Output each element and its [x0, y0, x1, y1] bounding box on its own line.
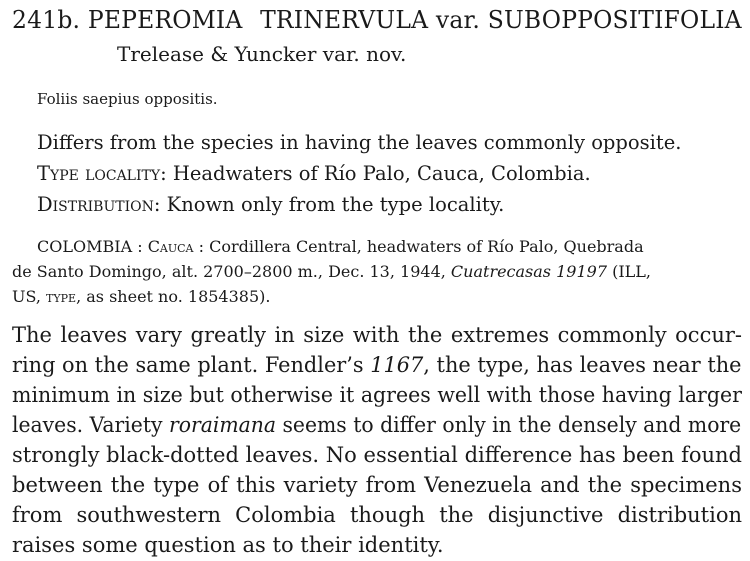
distribution — [37, 193, 504, 216]
discussion-line-3: minimum in size but otherwise it agrees well with those having larger — [12, 383, 742, 407]
taxon-heading — [12, 6, 742, 34]
discussion-line-6: between the type of this variety from Venezuela and the specimens — [12, 473, 742, 497]
variety-roraimana: roraimana — [168, 413, 277, 437]
specimen-country: COLOMBIA — [37, 237, 133, 256]
discussion-text: leaves. Variety — [12, 413, 169, 437]
species-epithet: TRINERVULA — [260, 6, 429, 34]
specimen-type-word: type — [46, 287, 77, 306]
distribution-text: : Known only from the type locality. — [153, 193, 505, 216]
latin-diagnosis: Foliis saepius oppositis. — [37, 90, 218, 108]
discussion-line-5: strongly black-dotted leaves. No essential difference has been found — [12, 443, 742, 467]
genus-name: PEPEROMIA — [87, 6, 243, 34]
authority-line: Trelease & Yuncker var. nov. — [117, 42, 407, 66]
discussion-line-4 — [12, 413, 742, 437]
specimen-locality: : Cordillera Central, headwaters of Río Palo, Quebrada — [193, 237, 644, 256]
type-locality-text: : Headwaters of Río Palo, Cauca, Colombia. — [160, 162, 591, 185]
specimen-details: de Santo Domingo, alt. 2700–2800 m., Dec. 13, 1944, — [12, 262, 451, 281]
rank-label: var. — [435, 6, 481, 34]
discussion-text: seems to differ only in the densely and more — [276, 413, 742, 437]
type-locality-label: Type locality — [37, 162, 161, 185]
specimen-herbarium-2: US, — [12, 287, 47, 306]
discussion-line-2 — [12, 353, 742, 377]
specimen-line-2 — [12, 262, 651, 281]
differs-text: Differs from the species in having the leaves commonly opposite. — [37, 131, 682, 154]
taxon-number: 241b. — [12, 6, 81, 34]
discussion-line-8: raises some question as to their identity. — [12, 533, 444, 557]
specimen-line-1 — [37, 237, 742, 256]
discussion-text: , the type, has leaves near the — [423, 353, 742, 377]
specimen-sep: : — [132, 237, 148, 256]
discussion-text: ring on the same plant. Fendler’s — [12, 353, 371, 377]
distribution-label: Distribution — [37, 193, 154, 216]
specimen-collector: Cuatrecasas 19197 — [450, 262, 607, 281]
discussion-line-7: from southwestern Colombia though the disjunctive distribution — [12, 503, 742, 527]
specimen-line-3 — [12, 287, 270, 306]
specimen-herbarium: (ILL, — [607, 262, 651, 281]
discussion-line-1: The leaves vary greatly in size with the extremes commonly occur- — [12, 323, 742, 347]
fendler-number: 1167 — [370, 353, 424, 377]
specimen-sheet: , as sheet no. 1854385). — [76, 287, 271, 306]
type-locality — [37, 162, 591, 185]
specimen-dept: Cauca — [147, 237, 194, 256]
variety-name: SUBOPPOSITIFOLIA — [487, 6, 742, 34]
